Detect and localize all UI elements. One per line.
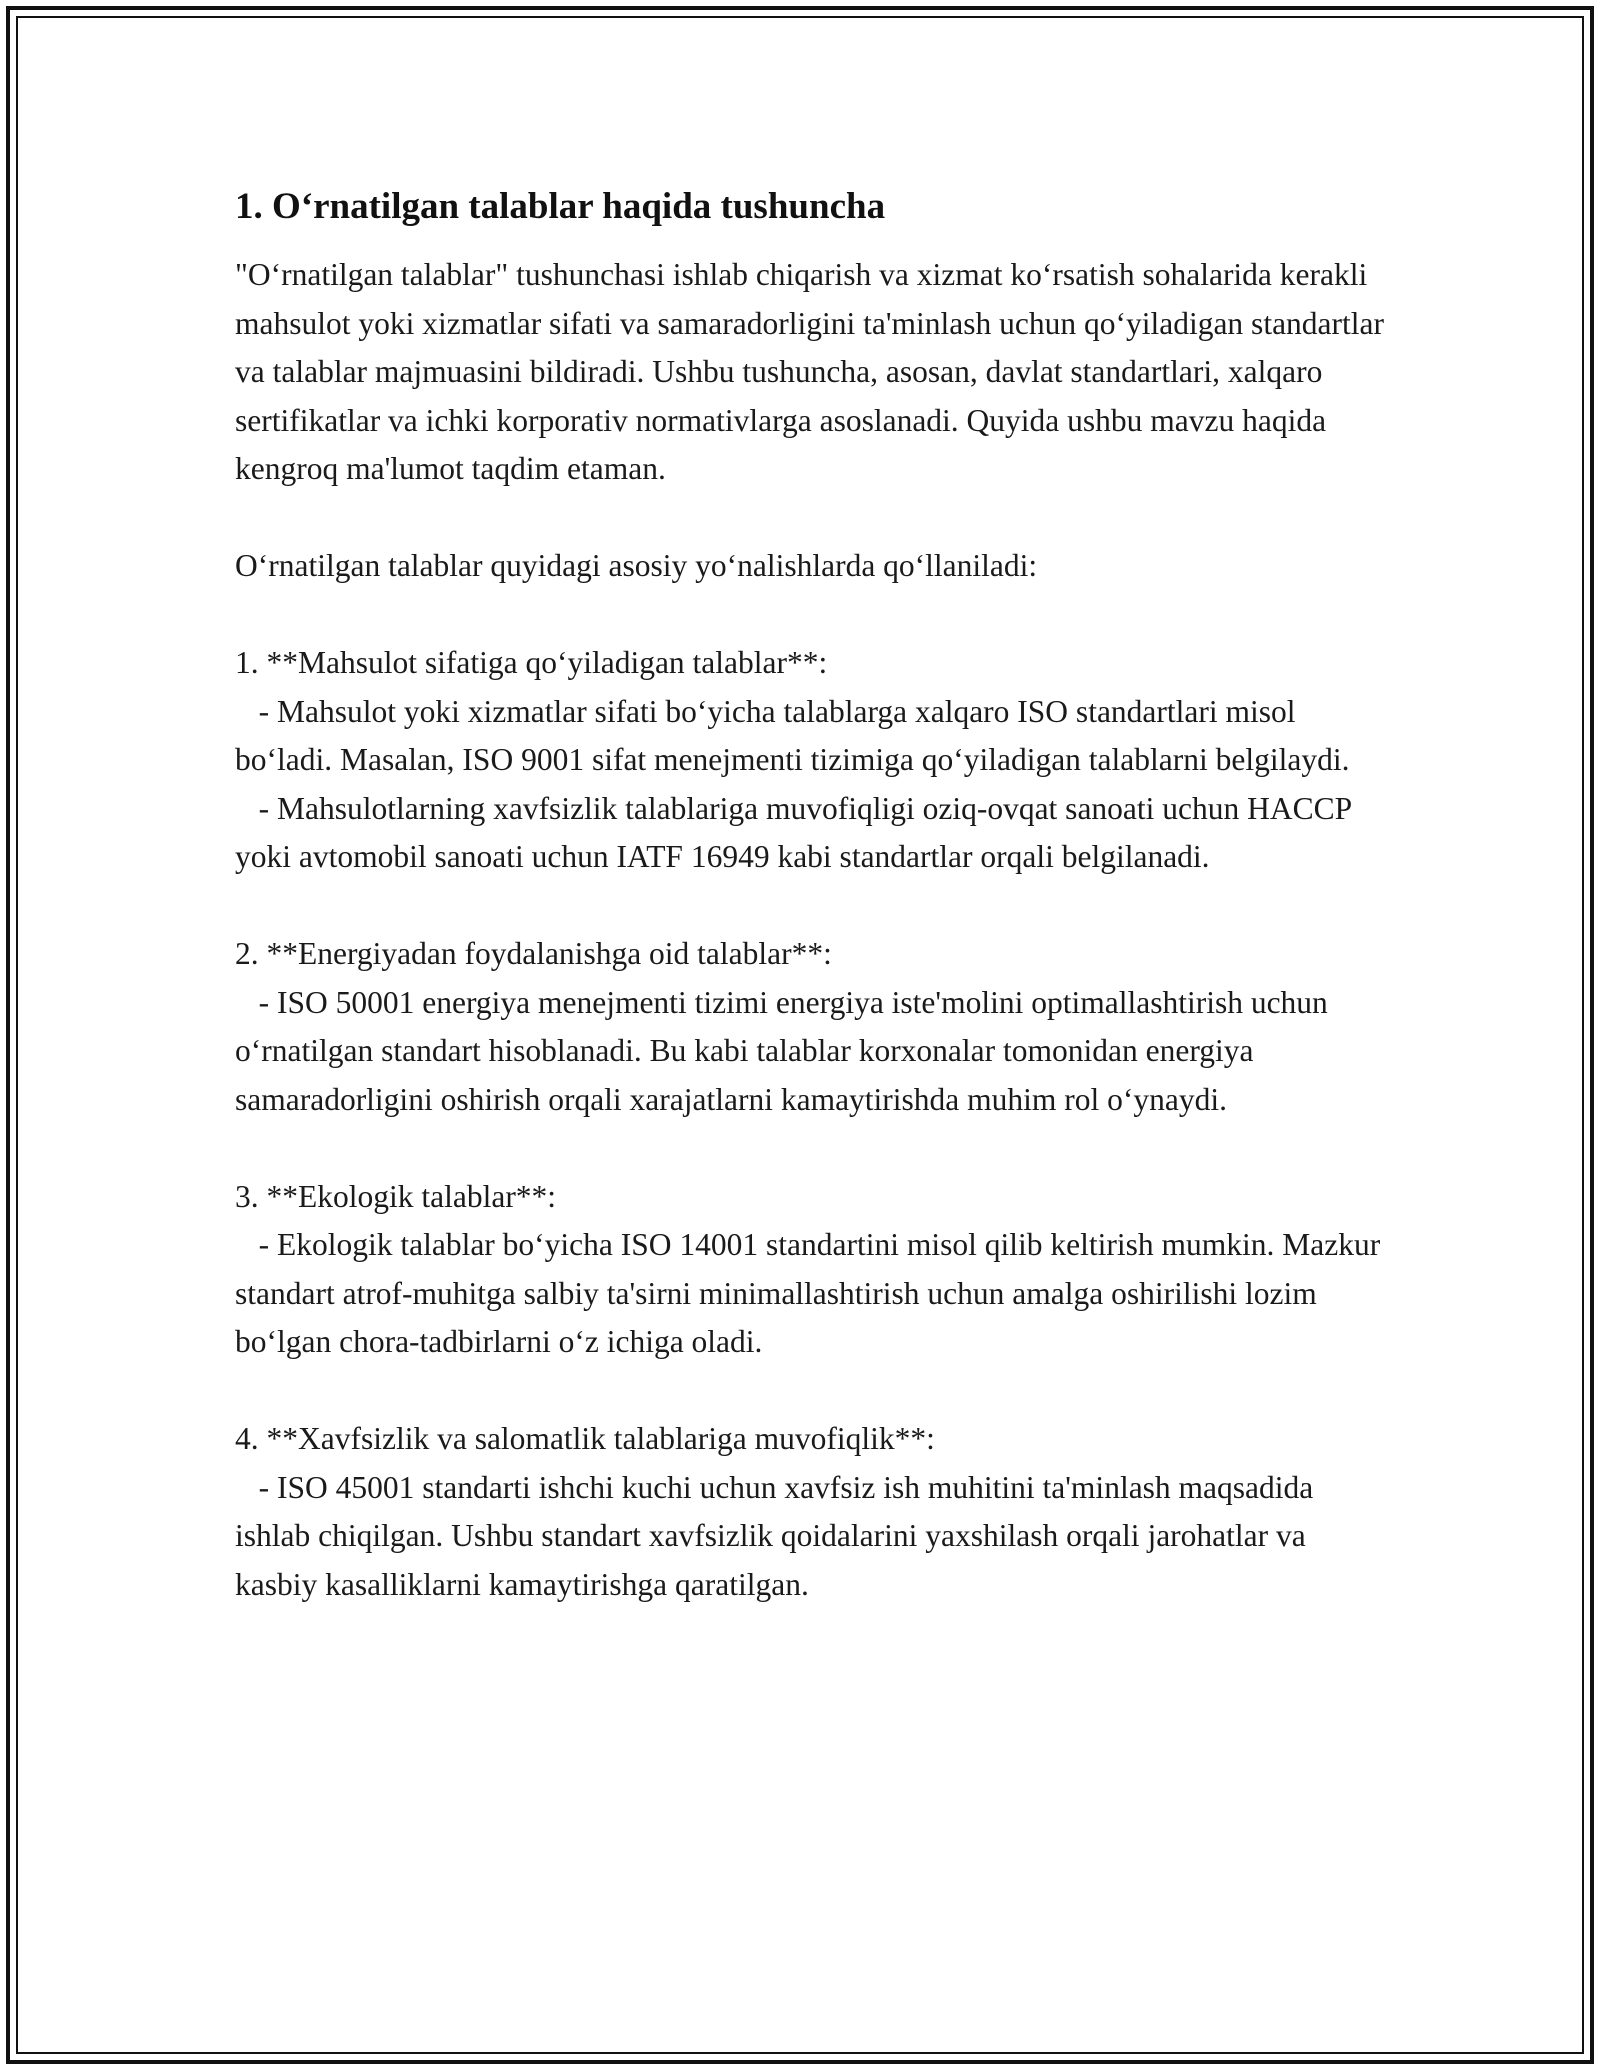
paragraph-gap: [235, 1124, 1385, 1173]
section-title: 2. **Energiyadan foydalanishga oid talablar**:: [235, 936, 832, 971]
section-title: 3. **Ekologik talablar**:: [235, 1178, 557, 1214]
section-3: [235, 1173, 1389, 1367]
section-1: [235, 639, 1385, 882]
section-bullet: - ISO 45001 standarti ishchi kuchi uchun xavfsiz ish muhitini ta'minlash maqsadida ishlab chiqilgan. Ushbu standart xavfsizlik qoidalarini yaxshilash orqali jarohatlar va kasbiy kasalliklarni kamaytirishga qaratilgan.: [235, 1469, 1322, 1602]
section-2: [235, 930, 1385, 1124]
section-4: [235, 1415, 1385, 1609]
section-bullet: - Mahsulotlarning xavfsizlik talablariga muvofiqligi oziq-ovqat sanoati uchun HACCP yoki avtomobil sanoati uchun IATF 16949 kabi standartlar orqali belgilanadi.: [235, 790, 1359, 874]
section-bullet: - ISO 50001 energiya menejmenti tizimi energiya iste'molini optimallashtirish uchun o‘rnatilgan standart hisoblanadi. Bu kabi talablar korxonalar tomonidan energiya samaradorligini oshirish orqali xarajatlarni kamaytirishda muhim rol o‘ynaydi.: [235, 984, 1336, 1117]
section-bullet: - Ekologik talablar bo‘yicha ISO 14001 standartini misol qilib keltirish mumkin. Mazkur standart atrof-muhitga salbiy ta'sirni minimallashtirish uchun amalga oshirilishi lozim bo‘lgan chora-tadbirlarni o‘z ichiga oladi.: [235, 1227, 1389, 1359]
paragraph-gap: [235, 882, 1385, 931]
section-title: 1. **Mahsulot sifatiga qo‘yiladigan talablar**:: [235, 645, 828, 680]
document-body: [235, 183, 1392, 1609]
intro-paragraph: "O‘rnatilgan talablar" tushunchasi ishlab chiqarish va xizmat ko‘rsatish sohalarida kerakli mahsulot yoki xizmatlar sifati va samaradorligini ta'minlash uchun qo‘yiladigan standartlar va talablar majmuasini bildiradi. Ushbu tushuncha, asosan, davlat standartlari, xalqaro sertifikatlar va ichki korporativ normativlarga asoslanadi. Quyida ushbu mavzu haqida kengroq ma'lumot taqdim etaman.: [235, 257, 1392, 486]
section-heading: 1. O‘rnatilgan talablar haqida tushuncha: [235, 186, 886, 227]
paragraph-gap: [235, 591, 1385, 640]
section-bullet: - Mahsulot yoki xizmatlar sifati bo‘yicha talablarga xalqaro ISO standartlari misol bo‘ladi. Masalan, ISO 9001 sifat menejmenti tizimiga qo‘yiladigan talablarni belgilaydi.: [235, 693, 1350, 777]
paragraph-gap: [235, 1367, 1385, 1416]
lead-paragraph: O‘rnatilgan talablar quyidagi asosiy yo‘nalishlarda qo‘llaniladi:: [235, 548, 1038, 583]
paragraph-gap: [235, 494, 1385, 543]
section-title: 4. **Xavfsizlik va salomatlik talablariga muvofiqlik**:: [235, 1421, 935, 1456]
